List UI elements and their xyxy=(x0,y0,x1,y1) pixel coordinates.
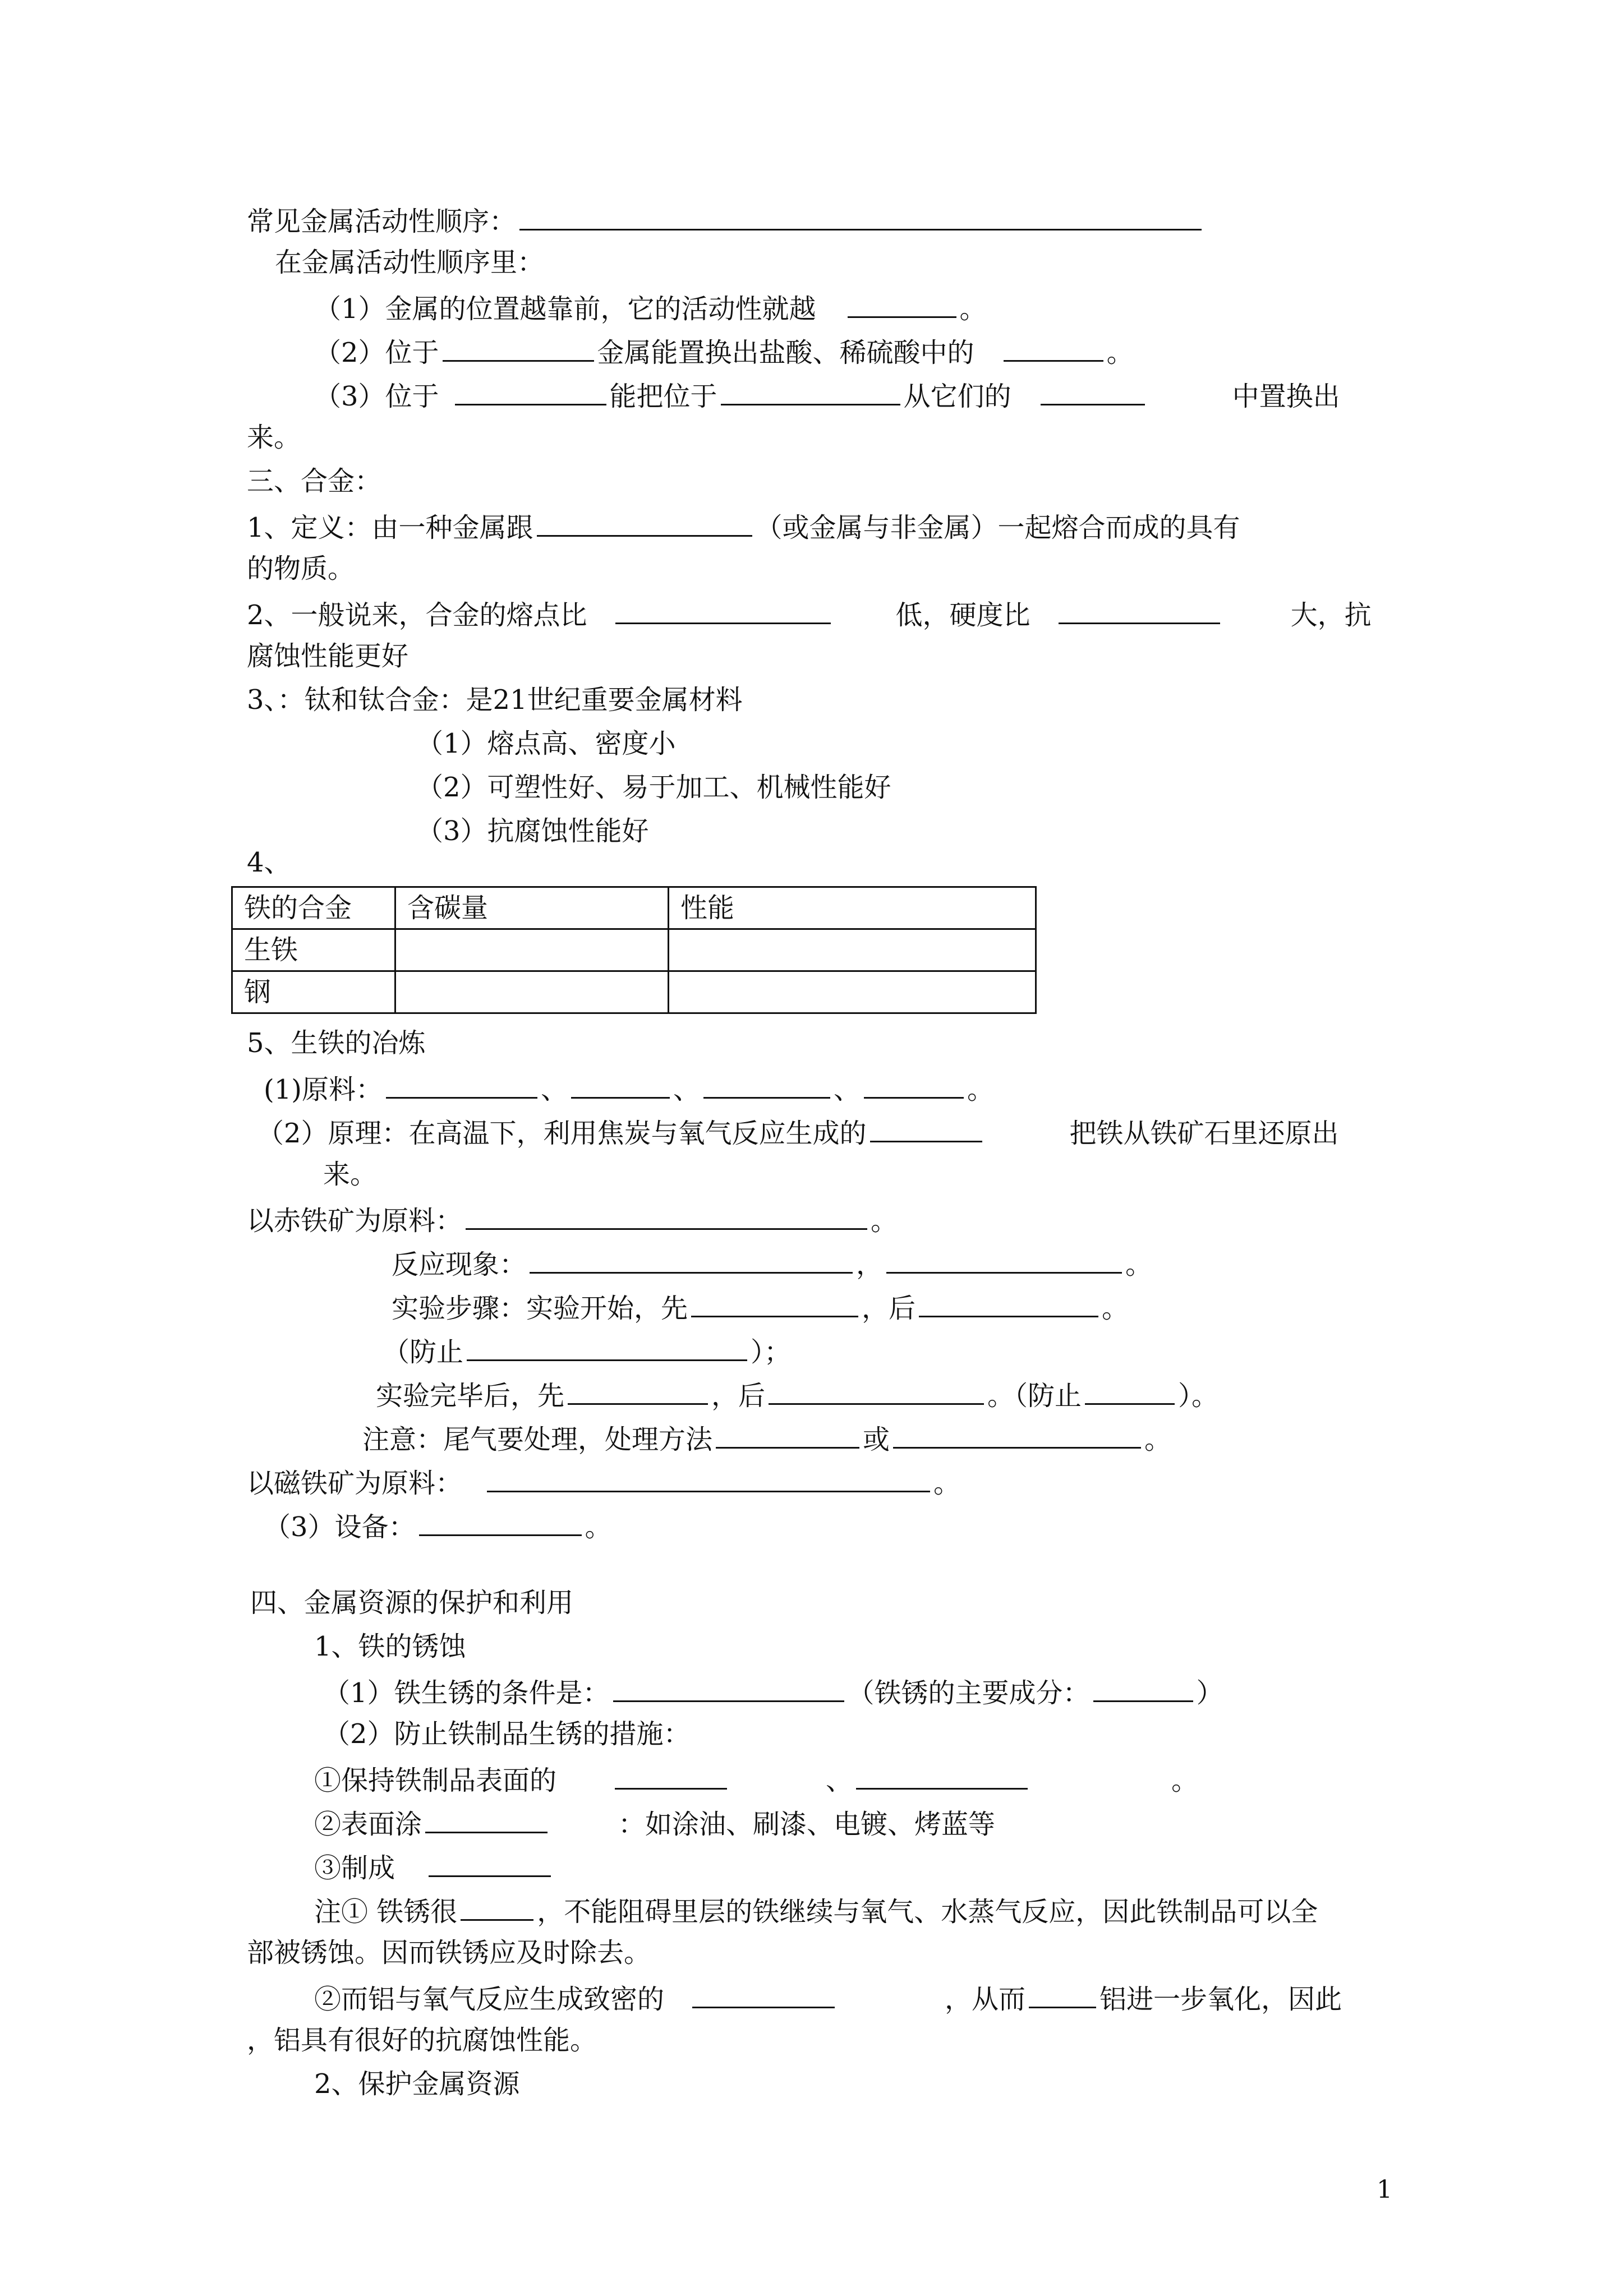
table-cell: 生铁 xyxy=(232,929,395,971)
answer-blank[interactable] xyxy=(769,1377,984,1405)
answer-blank[interactable] xyxy=(919,1290,1098,1317)
answer-blank[interactable] xyxy=(615,1762,727,1790)
text-line xyxy=(323,1159,377,1190)
answer-blank[interactable] xyxy=(429,1850,551,1877)
answer-blank[interactable] xyxy=(613,1675,844,1702)
text-line xyxy=(247,2025,597,2056)
answer-blank[interactable] xyxy=(1004,334,1103,362)
text-line xyxy=(314,1981,1342,2015)
answer-blank[interactable] xyxy=(856,1762,1028,1790)
text: （3）抗腐蚀性能好 xyxy=(416,815,649,847)
text: 4、 xyxy=(247,847,291,878)
text: 把铁从铁矿石里还原出 xyxy=(1069,1118,1339,1149)
text: 中置换出 xyxy=(1232,381,1340,412)
text-line xyxy=(247,509,1240,543)
text: 。 xyxy=(967,1074,995,1105)
text: 。 xyxy=(1144,1424,1172,1455)
answer-blank[interactable] xyxy=(1029,1981,1096,2008)
text: 。 xyxy=(585,1511,612,1543)
text-line xyxy=(247,597,1372,631)
text-line xyxy=(247,1202,898,1237)
table-header-cell: 性能 xyxy=(669,887,1036,929)
text: 。 xyxy=(1106,337,1134,368)
text: 以赤铁矿为原料： xyxy=(247,1205,463,1237)
answer-blank[interactable] xyxy=(466,1202,867,1230)
text: 。 xyxy=(933,1468,961,1499)
answer-blank[interactable] xyxy=(455,378,606,405)
table-header-cell: 含碳量 xyxy=(395,887,669,929)
text: （1）铁生锈的条件是： xyxy=(323,1677,610,1709)
table-row xyxy=(232,971,1036,1013)
answer-blank[interactable] xyxy=(864,1071,964,1099)
text: 来。 xyxy=(323,1159,378,1190)
text-line xyxy=(247,640,408,672)
text: ，铝具有很好的抗腐蚀性能。 xyxy=(247,2025,597,2056)
text: ， xyxy=(856,1249,884,1280)
text: 2、保护金属资源 xyxy=(314,2068,520,2100)
text-line xyxy=(314,2068,520,2100)
answer-blank[interactable] xyxy=(893,1421,1141,1449)
answer-blank[interactable] xyxy=(1093,1675,1193,1702)
text: 。 xyxy=(871,1205,898,1237)
text-line xyxy=(314,1850,554,1884)
answer-blank[interactable] xyxy=(615,597,831,624)
text: 、 xyxy=(673,1074,701,1105)
text: 。 xyxy=(1125,1249,1153,1280)
answer-blank[interactable] xyxy=(530,1246,853,1274)
answer-blank[interactable] xyxy=(886,1246,1122,1274)
text-line xyxy=(314,334,1134,368)
text-line xyxy=(376,1377,1218,1412)
answer-blank[interactable] xyxy=(716,1421,859,1449)
text: 部被锈蚀。因而铁锈应及时除去。 xyxy=(247,1937,651,1968)
text: (1)原料： xyxy=(264,1074,383,1105)
answer-blank[interactable] xyxy=(1085,1377,1175,1405)
text: ：如涂油、刷漆、电镀、烤蓝等 xyxy=(618,1809,996,1840)
text-line xyxy=(247,553,355,584)
text: ）； xyxy=(751,1336,792,1368)
text-line xyxy=(247,203,1205,237)
text: 5、生铁的冶炼 xyxy=(247,1027,426,1059)
text: ②而铝与氧气反应生成致密的 xyxy=(314,1984,665,2015)
text: 。（防止 xyxy=(987,1380,1082,1412)
text: ②表面涂 xyxy=(314,1809,422,1840)
answer-blank[interactable] xyxy=(537,509,752,537)
text: 。 xyxy=(959,293,987,325)
text-line xyxy=(314,378,1340,412)
text: 注① 铁锈很 xyxy=(314,1896,458,1928)
text: 、 xyxy=(834,1074,861,1105)
text-line xyxy=(247,1937,651,1968)
text: ③制成 xyxy=(314,1852,395,1884)
answer-blank[interactable] xyxy=(519,203,1202,230)
answer-blank[interactable] xyxy=(703,1071,830,1099)
text: 反应现象： xyxy=(392,1249,527,1280)
text-line xyxy=(247,1465,960,1499)
text-line xyxy=(247,847,291,878)
answer-blank[interactable] xyxy=(419,1509,582,1536)
text: 或 xyxy=(863,1424,890,1455)
text-line xyxy=(314,1806,995,1840)
text: 腐蚀性能更好 xyxy=(247,640,409,672)
text-line xyxy=(264,1509,612,1543)
text-line xyxy=(314,1893,1318,1928)
text-line xyxy=(247,1027,426,1059)
answer-blank[interactable] xyxy=(1041,378,1145,405)
text: （2）位于 xyxy=(314,337,439,368)
text-line xyxy=(264,1071,994,1105)
text-line xyxy=(362,1421,1171,1455)
section-heading xyxy=(247,465,381,497)
text: （防止 xyxy=(383,1336,464,1368)
answer-blank[interactable] xyxy=(870,1115,982,1142)
text: 低，硬度比 xyxy=(895,600,1030,631)
table-cell[interactable] xyxy=(669,971,1036,1013)
text: ）。 xyxy=(1178,1380,1219,1412)
text: 来。 xyxy=(247,422,301,453)
iron-alloy-table xyxy=(231,886,1037,1014)
text-line xyxy=(275,247,544,278)
text: 的物质。 xyxy=(247,553,355,584)
text-line xyxy=(416,815,649,847)
text: （1）熔点高、密度小 xyxy=(416,728,676,759)
text-line xyxy=(323,1675,1223,1709)
text: 、 xyxy=(826,1765,853,1796)
answer-blank[interactable] xyxy=(568,1377,708,1405)
text: 、 xyxy=(541,1074,568,1105)
text: 以磁铁矿为原料： xyxy=(247,1468,463,1499)
text: 3、：钛和钛合金：是21世纪重要金属材料 xyxy=(247,684,743,716)
answer-blank[interactable] xyxy=(848,291,956,318)
table-header-row xyxy=(232,887,1036,929)
text: ，后 xyxy=(862,1293,916,1324)
text: 从它们的 xyxy=(903,381,1011,412)
text: ①保持铁制品表面的 xyxy=(314,1765,557,1796)
page-number: 1 xyxy=(1377,2175,1392,2204)
answer-blank[interactable] xyxy=(467,1334,747,1361)
text: （3）设备： xyxy=(264,1511,416,1543)
text-line xyxy=(247,422,301,453)
text-line xyxy=(314,1631,466,1662)
answer-blank[interactable] xyxy=(721,378,900,405)
text: 在金属活动性顺序里： xyxy=(275,247,545,278)
text-line xyxy=(323,1718,691,1750)
text: （2）防止铁制品生锈的措施： xyxy=(323,1718,691,1750)
text: 注意：尾气要处理，处理方法 xyxy=(362,1424,713,1455)
text-line xyxy=(383,1334,791,1368)
text: 1、定义：由一种金属跟 xyxy=(247,512,533,543)
section-heading xyxy=(250,1587,573,1619)
text: ，不能阻碍里层的铁继续与氧气、水蒸气反应，因此铁制品可以全 xyxy=(537,1896,1318,1928)
table-header-cell: 铁的合金 xyxy=(232,887,395,929)
answer-blank[interactable] xyxy=(443,334,594,362)
text: （2）原理：在高温下，利用焦炭与氧气反应生成的 xyxy=(257,1118,867,1149)
text: （1）金属的位置越靠前，它的活动性就越 xyxy=(314,293,816,325)
text: （3）位于 xyxy=(314,381,439,412)
answer-blank[interactable] xyxy=(461,1893,533,1921)
text: 2、一般说来，合金的熔点比 xyxy=(247,600,587,631)
text: 1、铁的锈蚀 xyxy=(314,1631,466,1662)
text-line xyxy=(314,291,987,325)
text: ，从而 xyxy=(945,1984,1026,2015)
text-line xyxy=(416,772,891,803)
text-line xyxy=(392,1246,1152,1280)
answer-blank[interactable] xyxy=(386,1071,537,1099)
text-line xyxy=(257,1115,1339,1149)
answer-blank[interactable] xyxy=(1059,597,1220,624)
text: （2）可塑性好、易于加工、机械性能好 xyxy=(416,772,891,803)
table-cell[interactable] xyxy=(669,929,1036,971)
answer-blank[interactable] xyxy=(691,1290,858,1317)
text: ） xyxy=(1196,1677,1223,1709)
text: 四、金属资源的保护和利用 xyxy=(250,1587,574,1619)
text-line xyxy=(392,1290,1129,1324)
table-cell[interactable] xyxy=(395,971,669,1013)
text: （或金属与非金属）一起熔合而成的具有 xyxy=(755,512,1240,543)
answer-blank[interactable] xyxy=(692,1981,835,2008)
answer-blank[interactable] xyxy=(571,1071,670,1099)
text: 实验步骤：实验开始，先 xyxy=(392,1293,688,1324)
text: ，后 xyxy=(711,1380,766,1412)
table-row xyxy=(232,929,1036,971)
text-line xyxy=(247,684,743,716)
table-cell[interactable] xyxy=(395,929,669,971)
table-cell: 钢 xyxy=(232,971,395,1013)
text-line xyxy=(314,1762,1198,1796)
text-line xyxy=(416,728,676,759)
text: 金属能置换出盐酸、稀硫酸中的 xyxy=(597,337,974,368)
text: 常见金属活动性顺序： xyxy=(247,206,517,237)
answer-blank[interactable] xyxy=(425,1806,548,1833)
text: 。 xyxy=(1171,1765,1199,1796)
text: 大，抗 xyxy=(1290,600,1372,631)
text: 铝进一步氧化，因此 xyxy=(1099,1984,1342,2015)
text: 能把位于 xyxy=(609,381,717,412)
text: 三、合金： xyxy=(247,465,382,497)
text: 。 xyxy=(1102,1293,1129,1324)
text: 实验完毕后，先 xyxy=(376,1380,565,1412)
answer-blank[interactable] xyxy=(487,1465,930,1492)
text: （铁锈的主要成分： xyxy=(847,1677,1090,1709)
